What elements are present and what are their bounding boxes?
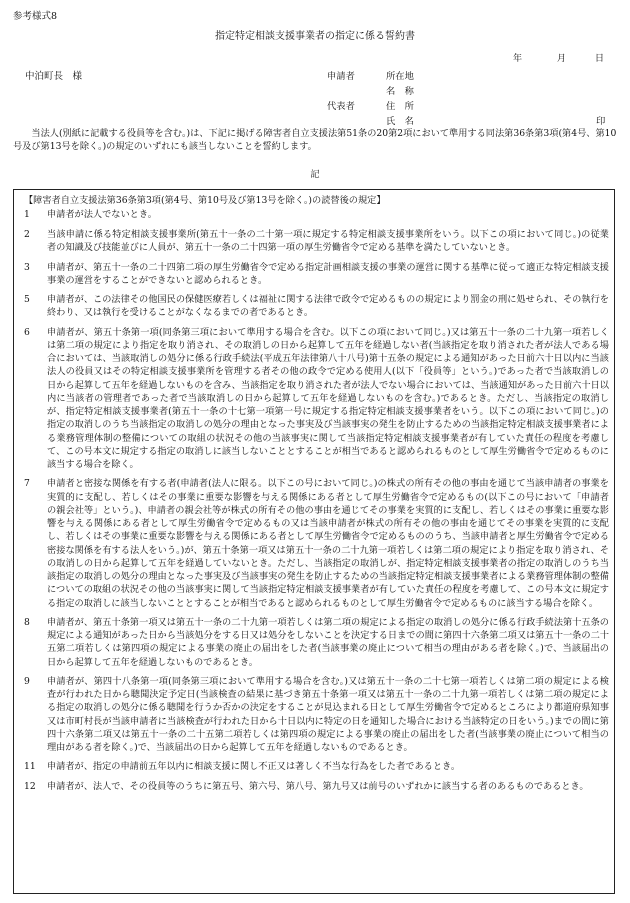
date-year: 年	[512, 53, 522, 64]
form-label: 参考様式8	[13, 11, 58, 22]
representative-address-label: 住 所	[386, 101, 414, 112]
date-line	[478, 52, 604, 66]
provisions-heading: 【障害者自立支援法第36条第3項(第4号、第10号及び第13号を除く。)の読替後の規定】	[24, 195, 386, 206]
provision-text: 申請者が、指定の申請前五年以内に相談支援に関し不正又は著しく不当な行為をした者であるとき。	[47, 761, 461, 773]
seal-mark: 印	[596, 116, 606, 127]
provision-text: 当該申請に係る特定相談支援事業所(第五十一条の二十第一項に規定する特定相談支援事業所をいう。以下この項において同じ。)の従業者の知識及び技能並びに人員が、第五十一条の二十四第一項の厚生労働省令で定める基準を満たしていないとき。	[47, 229, 609, 254]
provision-text: 申請者が、第五十一条の二十四第二項の厚生労働省令で定める指定計画相談支援の事業の運営に関する基準に従って適正な特定相談支援事業の運営をすることができないと認められるとき。	[47, 261, 609, 286]
company-name-label: 名 称	[386, 86, 414, 97]
provision-number: 1	[24, 209, 30, 220]
provision-text: 申請者と密接な関係を有する者(申請者(法人に限る。以下この号において同じ。)の株式の所有その他の事由を通じて当該申請者の事業を実質的に支配し、若しくはその事業に重要な影響を与える関係にある者として厚生労働省令で定めるもの(以下この号において「申請者の親会社等」という。)、申請者の親会社等が株式の所有その他の事由を通じてその事業を実質的に支配し、若しくはその事業に重要な影響を与える関係にある者として厚生労働省令で定めるもの又は当該申請者が株式の所有その他の事由を通じてその事業を実質的に支配し、若しくはその事業に重要な影響を与える関係にある者として厚生労働省令で定めるもののうち、当該申請者と厚生労働省令で定める密接な関係を有する法人をいう。)が、第五十条第一項又は第五十一条の二十九第一項若しくは第二項の規定により指定を取り消され、その取消しの日から起算して五年を経過していないとき。ただし、当該指定の取消しが、指定特定相談支援事業者の指定の取消しのうち当該指定の取消しの処分の理由となった事実及び当該事実の発生を防止するための当該指定特定相談支援事業者による業務管理体制の整備についての取組の状況その他の当該事実に関して当該指定特定相談支援事業者が有していた責任の程度を考慮して、この号本文に規定する指定の取消しに該当しないこととすることが相当であると認められるものとして厚生労働省令で定めるものに該当する場合を除く。	[47, 478, 609, 609]
provision-item	[24, 780, 609, 794]
provisions-list	[24, 208, 609, 794]
addressee: 中泊町長 様	[25, 71, 83, 82]
provision-text: 申請者が、第四十八条第一項(同条第三項において準用する場合を含む。)又は第五十一条の二十七第一項若しくは第二項の規定による検査が行われた日から聴聞決定予定日(当該検査の結果に基づき第五十条第一項又は第五十一条の二十九第一項若しくは第二項の規定による指定の取消しの処分に係る聴聞を行うか否かの決定をすることが見込まれる日として厚生労働省令で定めるところにより都道府県知事又は市町村長が当該申請者に当該検査が行われた日から十日以内に特定の日を通知した場合における当該特定の日をいう。)までの間に第四十六条第二項又は第五十一条の二十五第二項若しくは第四項の規定による事業の廃止の届出をした者(当該事業の廃止について相当の理由がある者を除く。)で、当該届出の日から起算して五年を経過しないものであるとき。	[47, 675, 609, 753]
provision-text: 申請者が、第五十条第一項(同条第三項において準用する場合を含む。以下この項において同じ。)又は第五十一条の二十九第一項若しくは第二項の規定により指定を取り消され、その取消しの日から起算して五年を経過しない者(当該指定を取り消された者が法人である場合においては、当該取消しの処分に係る行政手続法(平成五年法律第八十八号)第十五条の規定による通知があった日前六十日以内に当該法人の役員又はその特定相談支援事業所を管理する者その他の政令で定める使用人(以下「役員等」という。)であった者で当該取消しの日から起算して五年を経過しないものを含み、当該指定を取り消された者が法人でない場合においては、当該通知があった日前六十日以内に当該者の管理者であった者で当該取消しの日から起算して五年を経過しないものを含む。)であるとき。ただし、当該指定の取消しが、指定特定相談支援事業者(第五十一条の十七第一項第一号に規定する指定特定相談支援事業者をいう。以下この項において同じ。)の指定の取消しのうち当該指定の取消しの処分の理由となった事実及び当該事実の発生を防止するための当該指定特定相談支援事業者による業務管理体制の整備についての取組の状況その他の当該事実に関して当該指定特定相談支援事業者が有していた責任の程度を考慮して、この号本文に規定する指定の取消しに該当しないこととすることが相当であると認められるものとして厚生労働省令で定めるものに該当する場合を除く。	[47, 326, 609, 470]
provision-number: 7	[24, 478, 30, 490]
provision-item	[24, 261, 609, 288]
provision-item	[24, 616, 609, 669]
provision-number: 2	[24, 229, 30, 240]
provision-item	[24, 760, 609, 774]
provision-number: 3	[24, 261, 30, 273]
applicant-label: 申請者	[327, 71, 355, 82]
provision-item	[24, 477, 609, 610]
provision-item	[24, 208, 609, 222]
date-month: 月	[556, 53, 566, 64]
representative-name-label: 氏 名	[386, 116, 414, 127]
provisions-box	[13, 189, 615, 894]
provision-item	[24, 326, 609, 472]
provision-number: 5	[24, 294, 30, 305]
ki-heading: 記	[310, 169, 320, 180]
document-title: 指定特定相談支援事業者の指定に係る誓約書	[215, 31, 415, 42]
representative-label: 代表者	[327, 101, 355, 112]
provision-item	[24, 675, 609, 755]
provision-text: 申請者が、第五十条第一項又は第五十一条の二十九第一項若しくは第二項の規定による指定の取消しの処分に係る行政手続法第十五条の規定による通知があった日から当該処分をする日又は処分をしないことを決定する日までの間に第四十六条第二項又は第五十一条の二十五第二項若しくは第四項の規定による事業の廃止の届出をした者(当該事業の廃止について相当の理由がある者を除く。)で、当該届出の日から起算して五年を経過しないものであるとき。	[47, 616, 609, 668]
address-label: 所在地	[386, 71, 414, 82]
provision-item	[24, 293, 609, 320]
provision-text: 申請者が、法人で、その役員等のうちに第五号、第六号、第八号、第九号又は前号のいずれかに該当する者のあるものであるとき。	[47, 781, 589, 793]
provision-text: 申請者が法人でないとき。	[47, 209, 157, 220]
provision-number: 11	[24, 761, 36, 773]
provision-number: 12	[24, 781, 36, 793]
provision-number: 8	[24, 616, 30, 628]
pledge-statement: 当法人(別紙に記載する役員等を含む。)は、下記に掲げる障害者自立支援法第51条の20第2項において準用する同法第36条第3項(第4号、第10号及び第13号を除く。)の規定のいずれにも該当しないことを誓約します。	[13, 128, 617, 152]
date-day: 日	[594, 53, 604, 64]
provision-number: 9	[24, 675, 30, 687]
provision-number: 6	[24, 326, 30, 338]
provision-text: 申請者が、この法律その他国民の保健医療若しくは福祉に関する法律で政令で定めるものの規定により罰金の刑に処せられ、その執行を終わり、又は執行を受けることがなくなるまでの者であるとき。	[47, 294, 609, 319]
provision-item	[24, 228, 609, 255]
